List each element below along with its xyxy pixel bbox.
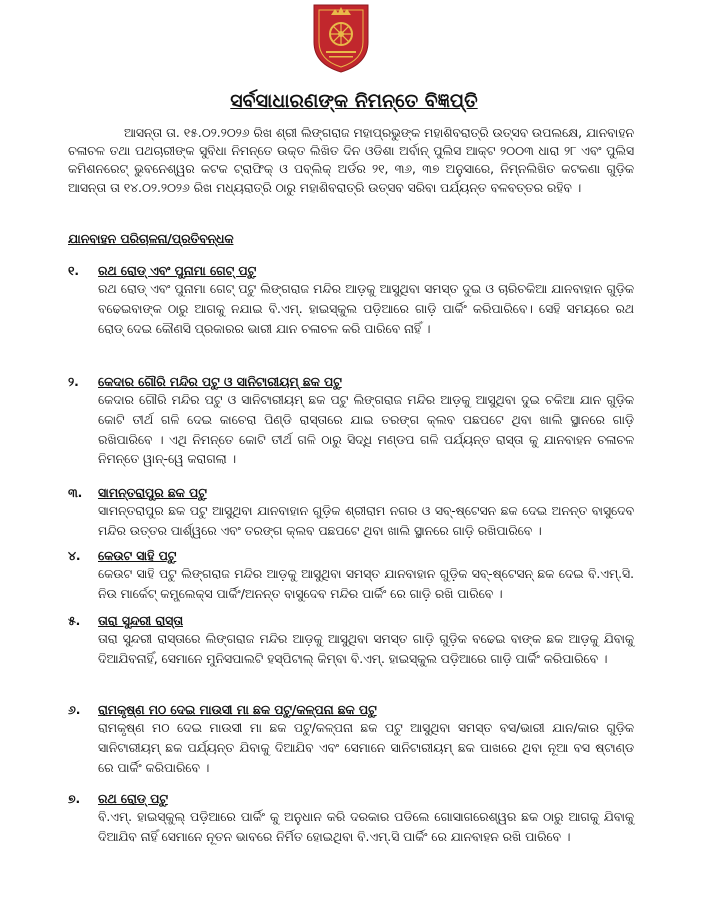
item-title: କେଉଟ ସାହି ପଟୁ [98, 549, 177, 563]
list-item [68, 373, 634, 470]
item-body: ତାରା ସୁନ୍ଦରୀ ରାସ୍ତାରେ ଲିଙ୍ଗରାଜ ମନ୍ଦିର ଆଡ଼କୁ ଆସୁଥିବା ସମସ୍ତ ଗାଡ଼ି ଗୁଡ଼ିକ ବଢେଇ ବାଙ୍କ ଛକ ଆଡ଼କୁ ଯିବାକୁ ଦିଆଯିବନାହିଁ, ସେମାନେ ମୁନିସପାଲଟି ହସ୍ପିଟାଲ୍ କିମ୍ବା ବି.ଏମ୍. ହାଇସ୍କୁଲ ପଡ଼ିଆରେ ଗାଡ଼ି ପାର୍କିଂ କରିପାରିବେ । [98, 632, 634, 666]
list-item [68, 612, 634, 670]
item-title: ରଥ ରୋଡ୍ ଏବଂ ପୁନାମା ଗେଟ୍ ପଟୁ [98, 264, 257, 278]
item-title: ସାମନ୍ତରାପୁର ଛକ ପଟୁ [98, 486, 207, 500]
list-item [68, 701, 634, 778]
item-body: ବି.ଏମ୍. ହାଇସ୍କୁଲ୍ ପଡ଼ିଆରେ ପାର୍କିଂ କୁ ଅନୁଧାନ କରି ଦରକାର ପଡିଲେ ଗୋସାଗରେଶ୍ୱର ଛକ ଠାରୁ ଆଗକୁ ଯିବାକୁ ଦିଆଯିବ ନାହିଁ ସେମାନେ ନୂତନ ଭାବରେ ନିର୍ମିତ ହୋଇଥିବା ବି.ଏମ୍.ସି ପାର୍କିଂ ରେ ଯାନବାହନ ରଖି ପାରିବେ । [98, 810, 634, 844]
item-title: ରଥ ରୋଡ୍ ପଟୁ [98, 792, 168, 806]
item-body: କେଦାର ଗୌରି ମନ୍ଦିର ପଟୁ ଓ ସାନିଟାରୀୟମ୍ ଛକ ପଟୁ ଲିଙ୍ଗରାଜ ମନ୍ଦିର ଆଡ଼କୁ ଆସୁଥିବା ଦୁଇ ଚକିଆ ଯାନ ଗୁଡ଼ିକ କୋଟି ତୀର୍ଥ ଗଳି ଦେଇ କାଚେରା ପିଣ୍ଡି ରାସ୍ତାରେ ଯାଇ ତରଙ୍ଗ କ୍ଲବ ପଛପଟେ ଥିବା ଖାଲି ସ୍ଥାନରେ ଗାଡ଼ି ରଖିପାରିବେ । ଏଥି ନିମନ୍ତେ କୋଟି ତୀର୍ଥ ଗଳି ଠାରୁ ସିଦ୍ଧି ମଣ୍ଡପ ଗଳି ପର୍ଯ୍ୟନ୍ତ ରାସ୍ତା କୁ ଯାନବାହନ ଚଳାଚଳ ନିମନ୍ତେ ୱାନ୍-ୱେ କରାଗଲା । [98, 393, 634, 467]
list-item [68, 547, 634, 605]
intro-paragraph: ଆସନ୍ତା ତା. ୧୫.୦୨.୨୦୨୬ ରିଖ ଶ୍ରୀ ଲିଙ୍ଗରାଜ ମହାପ୍ରଭୁଙ୍କ ମହାଶିବରାତ୍ରି ଉତ୍ସବ ଉପଲକ୍ଷେ, ଯାନବାହନ ଚଳାଚଳ ତଥା ପଥଚାରୀଙ୍କ ସୁବିଧା ନିମନ୍ତେ ଉକ୍ତ ଲିଖିତ ଦିନ ଓଡିଶା ଅର୍ବାନ୍ ପୁଲିସ ଆକ୍ଟ ୨୦୦୩ ଧାରା ୨୮ ଏବଂ ପୁଲିସ କମିଶନରେଟ୍ ଭୁବନେଶ୍ୱର କଟକ ଟ୍ରାଫିକ୍ ଓ ପବ୍ଲିକ୍ ଅର୍ଡର ୨୧, ୩୬, ୩୭ ଅନୁସାରେ, ନିମ୍ନଲିଖିତ କଟକଣା ଗୁଡ଼ିକ ଆସନ୍ତା ତା ୧୪.୦୨.୨୦୨୬ ରିଖ ମଧ୍ୟରାତ୍ରି ଠାରୁ ମହାଶିବରାତ୍ରି ଉତ୍ସବ ସରିବା ପର୍ଯ୍ୟନ୍ତ ବଳବତ୍ତର ରହିବ । [68, 126, 634, 195]
item-number: ୫. [68, 614, 81, 628]
item-number: ୬. [68, 703, 81, 717]
notice-title: ସର୍ବସାଧାରଣଙ୍କ ନିମନ୍ତେ ବିଜ୍ଞପ୍ତି [230, 90, 478, 112]
item-number: ୨. [68, 375, 79, 389]
item-body: ରଥ ରୋଡ୍ ଏବଂ ପୁନାମା ଗେଟ୍ ପଟୁ ଲିଙ୍ଗରାଜ ମନ୍ଦିର ଆଡ଼କୁ ଆସୁଥିବା ସମସ୍ତ ଦୁଇ ଓ ଚାରିଚକିଆ ଯାନବାହାନ ଗୁଡ଼ିକ ବଢେଇବାଙ୍କ ଠାରୁ ଆଗକୁ ନଯାଇ ବି.ଏମ୍. ହାଇସ୍କୁଲ ପଡ଼ିଆରେ ଗାଡ଼ି ପାର୍କିଂ କରିପାରିବେ। ସେହି ସମୟରେ ରଥ ରୋଡ୍ ଦେଇ କୌଣସି ପ୍ରକାରର ଭାରୀ ଯାନ ଚଳାଚଳ କରି ପାରିବେ ନାହିଁ । [98, 282, 634, 336]
police-emblem-logo [310, 2, 372, 74]
section-heading: ଯାନବାହନ ପରିଚାଳନା/ପ୍ରତିବନ୍ଧକ [68, 232, 234, 246]
item-body: ସାମନ୍ତରାପୁର ଛକ ପଟୁ ଆସୁଥିବା ଯାନବାହାନ ଗୁଡ଼ିକ ଶ୍ରୀରାମ ନଗର ଓ ସବ୍-ଷ୍ଟେସନ ଛକ ଦେଇ ଅନନ୍ତ ବାସୁଦେବ ମନ୍ଦିର ଉତ୍ତର ପାର୍ଶ୍ୱରେ ଏବଂ ତରଙ୍ଗ କ୍ଲବ ପଛପଟେ ଥିବା ଖାଲି ସ୍ଥାନରେ ଗାଡ଼ି ରଖିପାରିବେ । [98, 504, 634, 538]
item-title: ତାରା ସୁନ୍ଦରୀ ରାସ୍ତା [98, 614, 183, 628]
item-number: ୪. [68, 549, 81, 563]
item-title: ରାମକୃଷ୍ଣ ମଠ ଦେଇ ମାଉସୀ ମା ଛକ ପଟୁ/କଳ୍ପନା ଛକ ପଟୁ [98, 703, 377, 717]
item-number: ୭. [68, 792, 81, 806]
item-title: କେଦାର ଗୌରି ମନ୍ଦିର ପଟୁ ଓ ସାନିଟାରୀୟମ୍ ଛକ ପଟୁ [98, 375, 342, 389]
item-body: କେଉଟ ସାହି ପଟୁ ଲିଙ୍ଗରାଜ ମନ୍ଦିର ଆଡ଼କୁ ଆସୁଥିବା ସମସ୍ତ ଯାନବାହାନ ଗୁଡ଼ିକ ସବ୍-ଷ୍ଟେସନ୍ ଛକ ଦେଇ ବି.ଏମ୍.ସି. ନିଉ ମାର୍କେଟ୍ କମ୍ପ୍ଲେକ୍ସ ପାର୍କିଂ/ଅନନ୍ତ ବାସୁଦେବ ମନ୍ଦିର ପାର୍କିଂ ରେ ଗାଡ଼ି ରଖି ପାରିବେ । [98, 567, 634, 601]
list-item [68, 790, 634, 848]
item-body: ରାମକୃଷ୍ଣ ମଠ ଦେଇ ମାଉସୀ ମା ଛକ ପଟୁ/କଳ୍ପନା ଛକ ପଟୁ ଆସୁଥିବା ସମସ୍ତ ବସ/ଭାରୀ ଯାନ/କାର ଗୁଡ଼ିକ ସାନିଟାରୀୟମ୍ ଛକ ପର୍ଯ୍ୟନ୍ତ ଯିବାକୁ ଦିଆଯିବ ଏବଂ ସେମାନେ ସାନିଟାରୀୟମ୍ ଛକ ପାଖରେ ଥିବା ନୂଆ ବସ ଷ୍ଟାଣ୍ଡ ରେ ପାର୍କିଂ କରିପାରିବେ । [98, 721, 634, 775]
list-item [68, 484, 634, 542]
item-number: ୩. [68, 486, 83, 500]
item-number: ୧. [68, 264, 80, 278]
list-item [68, 262, 634, 339]
